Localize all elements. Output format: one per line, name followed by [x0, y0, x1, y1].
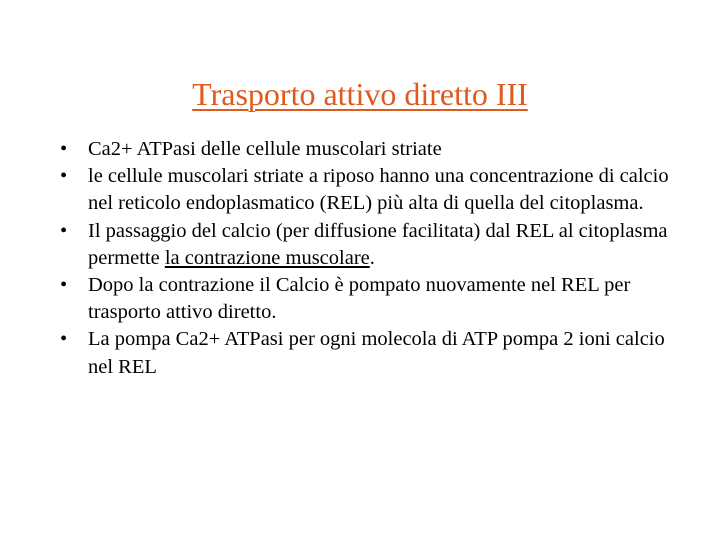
bullet-item-1 [60, 136, 680, 163]
bullet-item-4 [60, 272, 680, 326]
bullet-item-3 [60, 218, 680, 272]
bullet-dot-icon: • [60, 138, 68, 160]
bullet-list [60, 136, 680, 381]
bullet-text: Il passaggio del calcio (per diffusione facilitata) dal REL al citoplasma permette [88, 219, 668, 269]
bullet-text: le cellule muscolari striate a riposo hanno una concentrazione di calcio nel reticolo endoplasmatico (REL) più alta di quella del citoplasma. [88, 165, 669, 215]
bullet-text: Dopo la contrazione il Calcio è pompato nuovamente nel REL per trasporto attivo diretto. [88, 274, 631, 324]
slide-title-text: Trasporto attivo diretto III [192, 76, 528, 112]
bullet-dot-icon: • [60, 165, 68, 188]
bullet-item-5 [60, 326, 680, 380]
bullet-text: La pompa Ca2+ ATPasi per ogni molecola di ATP pompa 2 ioni calcio nel REL [88, 328, 665, 378]
bullet-text-end: . [369, 246, 375, 269]
bullet-dot-icon: • [60, 219, 68, 242]
underlined-phrase: la contrazione muscolare [164, 246, 370, 269]
bullet-item-2 [60, 163, 680, 217]
bullet-dot-icon: • [60, 274, 68, 297]
slide-title [0, 72, 720, 116]
bullet-dot-icon: • [60, 328, 68, 351]
bullet-text: Ca2+ ATPasi delle cellule muscolari striate [88, 138, 442, 160]
